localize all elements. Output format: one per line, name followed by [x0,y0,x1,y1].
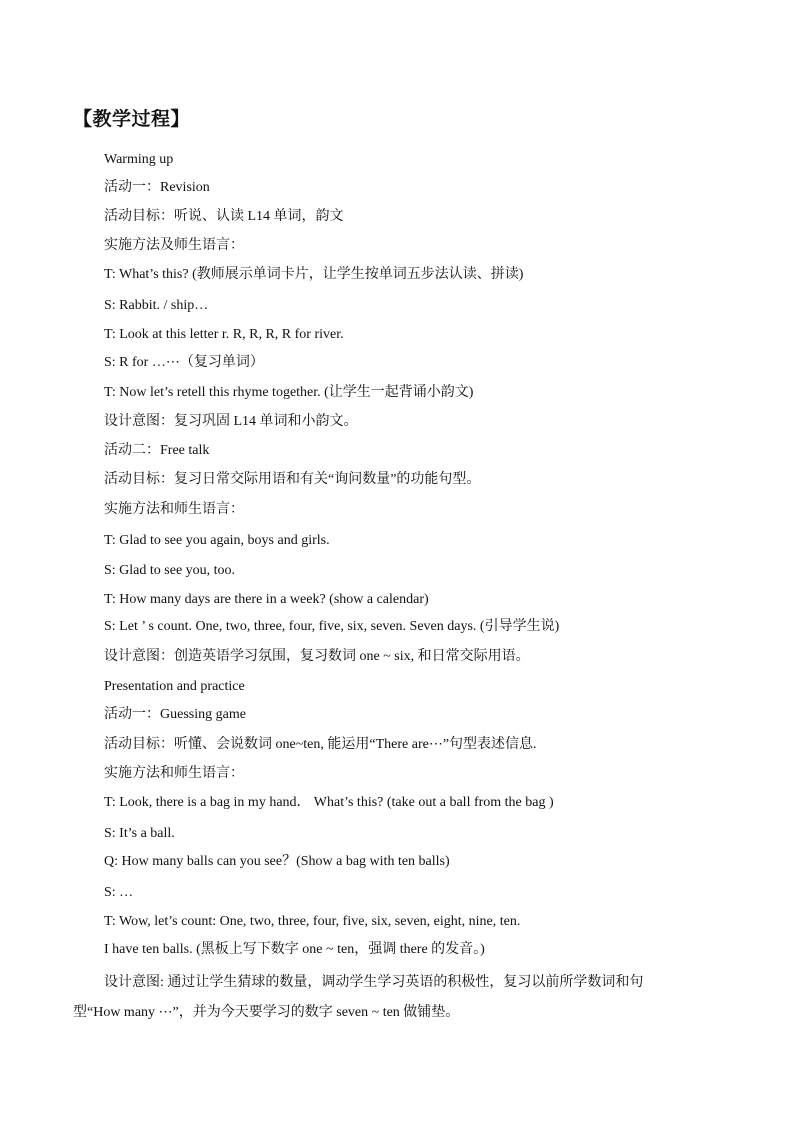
text-line: 活动目标：复习日常交际用语和有关“询问数量”的功能句型。 [104,472,481,487]
text-line: 活动二：Free talk [104,443,210,458]
text-line: S: It’s a ball. [104,826,175,841]
text-line: 设计意图：创造英语学习氛围，复习数词 one ~ six, 和日常交际用语。 [104,649,530,664]
text-line: T: Wow, let’s count: One, two, three, four, five, six, seven, eight, nine, ten. [104,914,521,929]
text-line: 实施方法和师生语言： [104,766,244,781]
text-line: 实施方法和师生语言： [104,502,244,517]
text-line: T: Look at this letter r. R, R, R, R for river. [104,327,344,342]
text-line: Q: How many balls can you see？(Show a bag with ten balls) [104,854,450,869]
paragraph-line: 设计意图: 通过让学生猜球的数量，调动学生学习英语的积极性，复习以前所学数词和句 [104,975,644,990]
text-line: Presentation and practice [104,679,245,694]
text-line: Warming up [104,152,174,167]
text-line: S: … [104,885,134,900]
text-line: T: Glad to see you again, boys and girls. [104,533,330,548]
text-line: T: How many days are there in a week? (show a calendar) [104,592,429,607]
text-line: 设计意图：复习巩固 L14 单词和小韵文。 [104,414,358,429]
text-line: S: Rabbit. / ship… [104,298,209,313]
paragraph-line: 型“How many ⋯”，并为今天要学习的数字 seven ~ ten 做铺垫。 [73,1005,460,1020]
text-line: 活动目标：听懂、会说数词 one~ten, 能运用“There are⋯”句型表述信息. [104,737,537,752]
text-line: S: Glad to see you, too. [104,563,236,578]
text-line: S: R for …⋯（复习单词） [104,355,264,370]
text-line: 活动一：Guessing game [104,707,246,722]
text-line: T: What’s this? (教师展示单词卡片，让学生按单词五步法认读、拼读) [104,267,524,282]
text-line: 实施方法及师生语言： [104,238,244,253]
design-intent-paragraph [73,968,733,1028]
text-line: T: Look, there is a bag in my hand． What’s this? (take out a ball from the bag ) [104,795,554,810]
text-line: 活动目标：听说、认读 L14 单词，韵文 [104,209,344,224]
text-line: S: Let ’ s count. One, two, three, four, five, six, seven. Seven days. (引导学生说) [104,619,560,634]
text-line: T: Now let’s retell this rhyme together. (让学生一起背诵小韵文) [104,385,474,400]
text-line: I have ten balls. (黑板上写下数字 one ~ ten，强调 there 的发音。) [104,942,485,957]
text-line: 活动一：Revision [104,180,210,195]
section-heading: 【教学过程】 [73,108,191,130]
